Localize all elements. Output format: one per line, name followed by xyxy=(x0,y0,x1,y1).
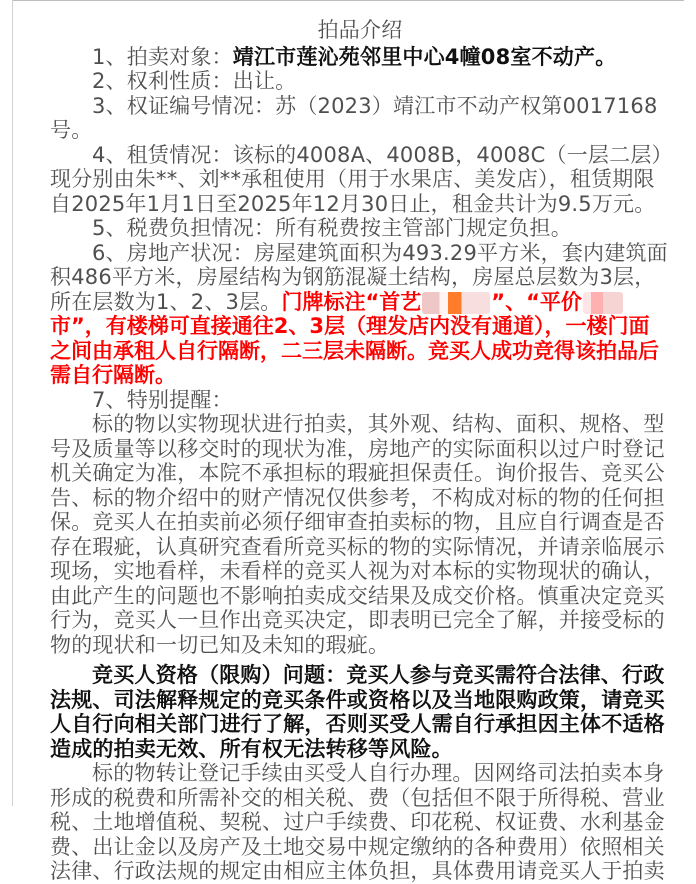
item-2: 2、权利性质：出让。 xyxy=(92,69,297,93)
redaction-mark xyxy=(583,292,623,314)
item-6-red-segment-3: 市”，有楼梯可直接通往2、3层（理发店内没有通道），一楼门面之间由承租人自行隔断，二三层未隔断。竞买人成功竞得该拍品后需自行隔断。 xyxy=(50,314,659,387)
item-1-emphasis: 靖江市莲沁苑邻里中心4幢08室不动产。 xyxy=(232,44,617,69)
item-1 xyxy=(50,45,670,70)
document-title: 拍品介绍 xyxy=(317,18,403,42)
item-1-prefix: 1、拍卖对象： xyxy=(92,44,233,69)
item-6 xyxy=(50,241,670,388)
document-content xyxy=(50,18,670,884)
item-5: 5、税费负担情况：所有税费按主管部门规定负担。 xyxy=(92,216,572,240)
item-6-red-segment-2: ”、“平价 xyxy=(491,289,582,314)
redaction-mark xyxy=(422,292,490,314)
item-7-heading: 7、特别提醒： xyxy=(92,387,233,412)
qualification-notice: 竞买人资格（限购）问题：竞买人参与竞买需符合法律、行政法规、司法解释规定的竞买条件或资格以及当地限购政策，请竞买人自行向相关部门进行了解，否则买受人需自行承担因主体不适格造成的拍卖无效、所有权无法转移等风险。 xyxy=(50,663,665,761)
item-6-body: 6、房地产状况：房屋建筑面积为493.29平方米，套内建筑面积486平方米，房屋结构为钢筋混凝土结构，房屋总层数为3层，所在层数为1、2、3层。 xyxy=(50,240,668,314)
item-6-red-segment-1: 门牌标注“首艺 xyxy=(281,289,422,314)
item-3: 3、权证编号情况：苏（2023）靖江市不动产权第0017168号。 xyxy=(50,93,658,142)
left-border xyxy=(12,0,13,806)
top-border xyxy=(12,0,684,1)
item-7-body: 标的物以实物现状进行拍卖，其外观、结构、面积、规格、型号及质量等以移交时的现状为准，房地产的实际面积以过户时登记机关确定为准，本院不承担标的瑕疵担保责任。询价报告、竞买公告、标的物介绍中的财产情况仅供参考，不构成对标的物的任何担保。竞买人在拍卖前必须仔细审查拍卖标的物，且应自行调查是否存在瑕疵，认真研究查看所竞买标的物的实际情况，并请亲临展示现场，实地看样，未看样的竞买人视为对本标的实物现状的确认，由此产生的问题也不影响拍卖成交结果及成交价格。慎重决定竞买行为，竞买人一旦作出竞买决定，即表明已完全了解，并接受标的物的现状和一切已知及未知的瑕疵。 xyxy=(50,412,665,657)
transfer-notice: 标的物转让登记手续由买受人自行办理。因网络司法拍卖本身形成的税费和所需补交的相关税、费（包括但不限于所得税、营业税、土地增值税、契税、过户手续费、印花税、权证费、水利基金费、出让金以及房产及土地交易中规定缴纳的各种费用）依照相关法律、行政法规的规定由相应主体负担，具体费用请竞买人于拍卖 xyxy=(50,761,665,883)
item-4: 4、租赁情况：该标的4008A、4008B，4008C（一层二层）现分别由朱**、刘**承租使用（用于水果店、美发店），租赁期限自2025年1月1日至2025年12月30日止，租金共计为9.5万元。 xyxy=(50,142,663,216)
